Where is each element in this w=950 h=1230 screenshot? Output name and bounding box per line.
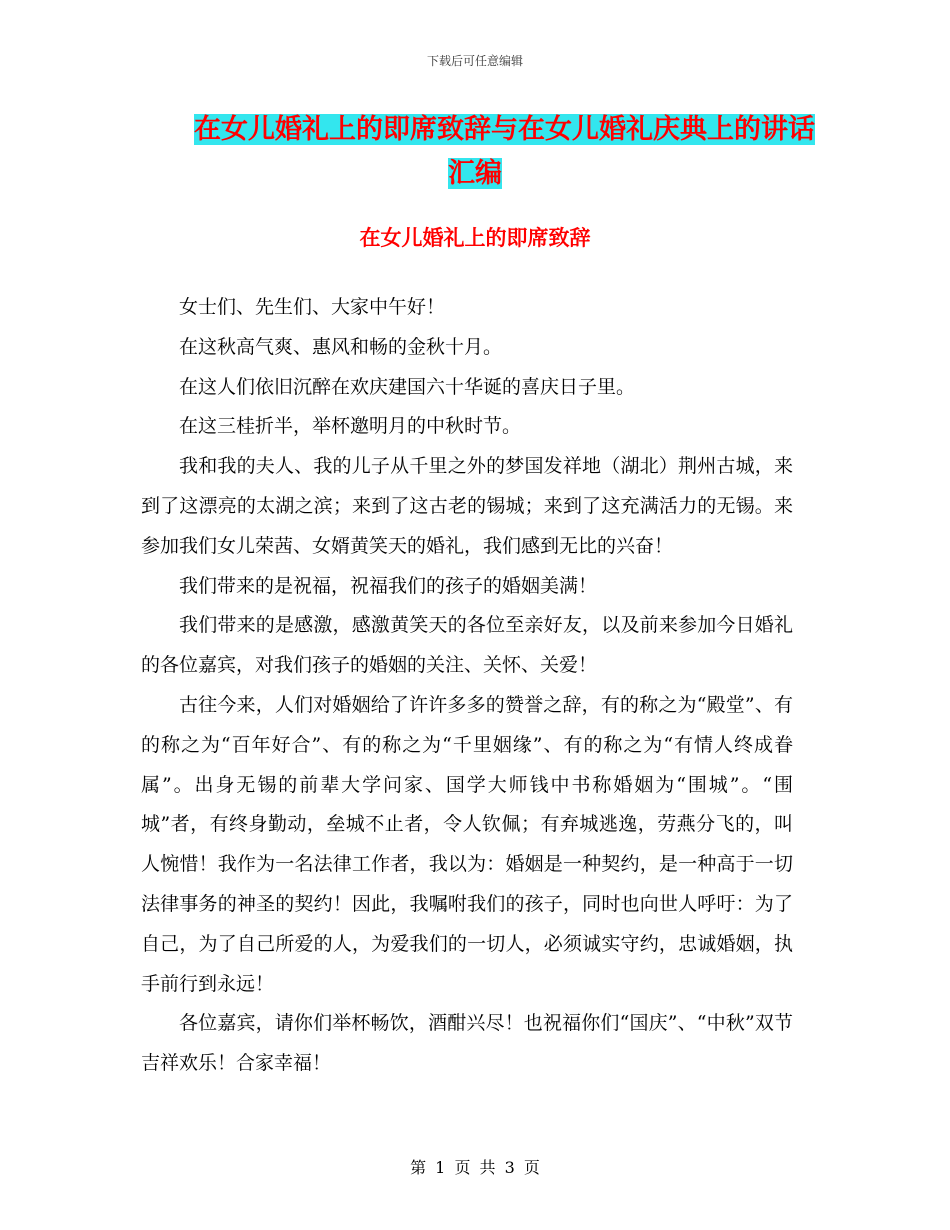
- paragraph: 在这秋高气爽、惠风和畅的金秋十月。: [179, 335, 503, 358]
- paragraph: 我和我的夫人、我的儿子从千里之外的梦国发祥地（湖北）荆州古城，来到了这漂亮的太湖之滨；来到了这古老的锡城；来到了这充满活力的无锡。来参加我们女儿荣茜、女婿黄笑天的婚礼，我们感到无比的兴奋！: [141, 455, 793, 557]
- document-title-line-1: [140, 108, 950, 152]
- paragraph-greeting: 女士们、先生们、大家中午好！: [179, 296, 446, 318]
- paragraph: 我们带来的是祝福，祝福我们的孩子的婚姻美满！: [179, 574, 598, 597]
- title-highlight-2: 汇编: [448, 158, 502, 189]
- paragraph: 我们带来的是感激，感激黄笑天的各位至亲好友，以及前来参加今日婚礼的各位嘉宾，对我们孩子的婚姻的关注、关怀、关爱！: [141, 614, 793, 677]
- section-title: 在女儿婚礼上的即席致辞: [359, 226, 591, 250]
- paragraph: 在这人们依旧沉醉在欢庆建国六十华诞的喜庆日子里。: [179, 375, 636, 398]
- body-text: [141, 288, 793, 1084]
- document-title: [140, 108, 950, 196]
- paragraph: 古往今来，人们对婚姻给了许许多多的赞誉之辞，有的称之为“殿堂”、有的称之为“百年好合”、有的称之为“千里姻缘”、有的称之为“有情人终成眷属”。出身无锡的前辈大学问家、国学大师钱中书称婚姻为“围城”。“围城”者，有终身勤动，垒城不止者，令人钦佩；有弃城逃逸，劳燕分飞的，叫人惋惜！我作为一名法律工作者，我以为：婚姻是一种契约，是一种高于一切法律事务的神圣的契约！因此，我嘱咐我们的孩子，同时也向世人呼吁：为了自己，为了自己所爱的人，为爱我们的一切人，必须诚实守约，忠诚婚姻，执手前行到永远！: [141, 693, 793, 995]
- page-footer: 第 1 页 共 3 页: [410, 1158, 540, 1177]
- paragraph: 各位嘉宾，请你们举杯畅饮，酒酣兴尽！也祝福你们“国庆”、“中秋”双节吉祥欢乐！合家幸福！: [141, 1012, 793, 1075]
- header-note: 下载后可任意编辑: [426, 54, 523, 68]
- title-highlight-1: 在女儿婚礼上的即席致辞与在女儿婚礼庆典上的讲话: [194, 114, 815, 145]
- document-title-line-2: [140, 152, 810, 196]
- paragraph: 在这三桂折半，举杯邀明月的中秋时节。: [179, 415, 522, 438]
